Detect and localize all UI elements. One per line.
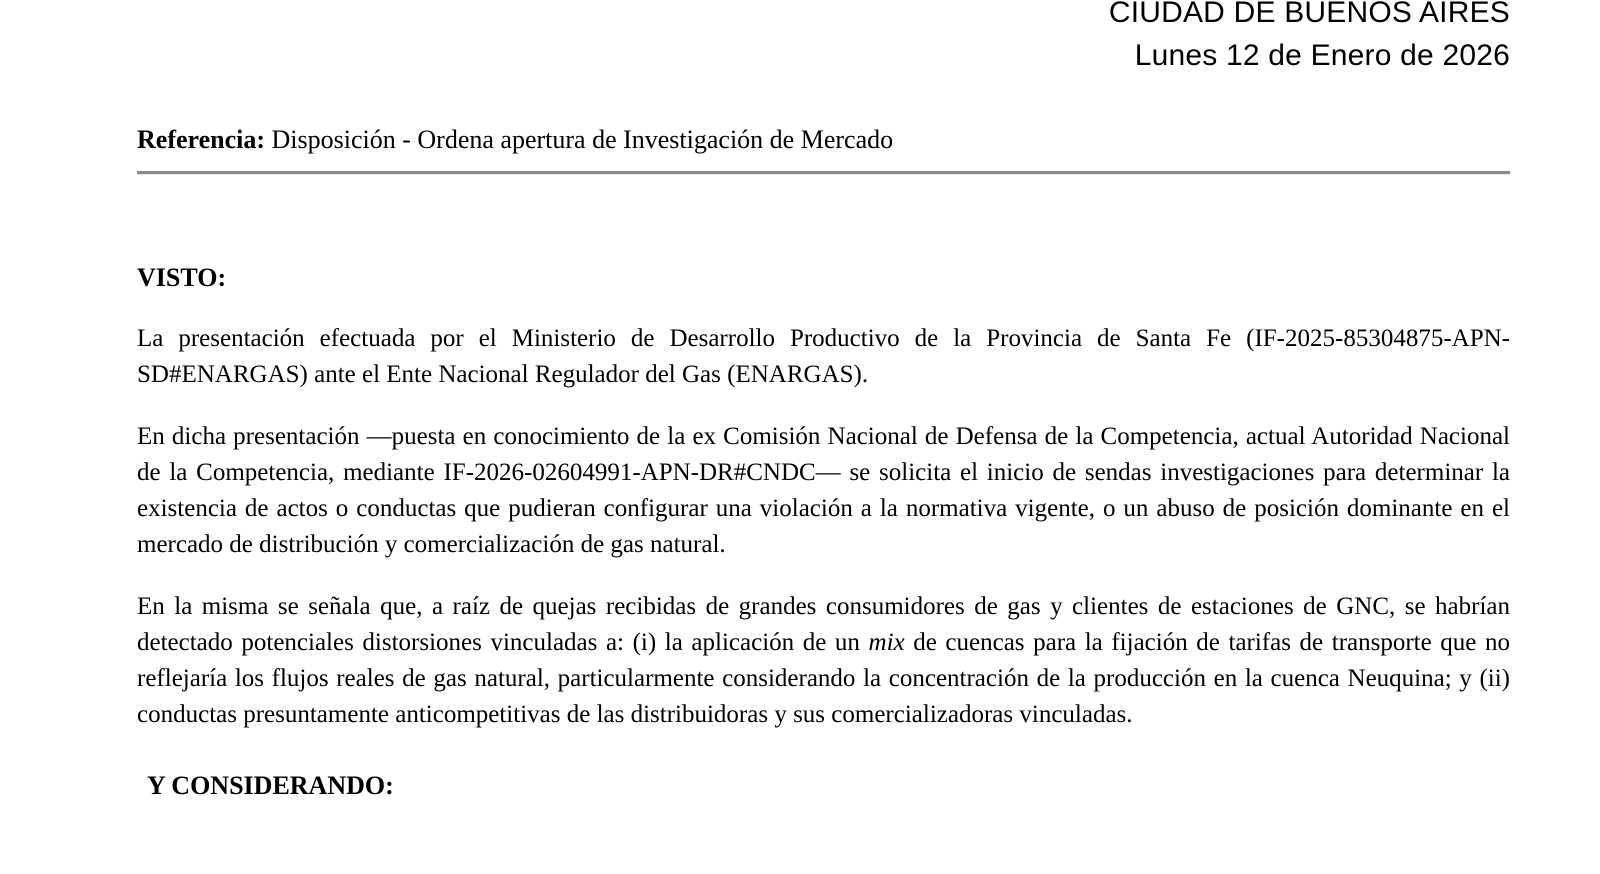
paragraph-distorsiones [137,589,1510,733]
header-date: Lunes 12 de Enero de 2026 [1134,39,1510,72]
section-heading-visto: VISTO: [137,263,227,292]
reference-line [137,123,1510,157]
document-header [137,0,1510,77]
section-heading-considerando: Y CONSIDERANDO: [147,771,394,800]
paragraph-distorsiones-text-end: de cuencas para la fijación de tarifas de transporte que no reflejaría los flujos reales de gas natural, particularmente considerando la concentración de la producción en la cuenca Neuquina; y (ii) conductas presuntamente anticompetitivas de las distribuidoras y sus comercializadoras vinculadas. [137,629,1510,728]
reference-text: Disposición - Ordena apertura de Investigación de Mercado [271,125,894,154]
reference-label: Referencia: [137,125,266,154]
header-city: CIUDAD DE BUENOS AIRES [1108,0,1510,29]
paragraph-investigaciones: En dicha presentación —puesta en conocimiento de la ex Comisión Nacional de Defensa de la Competencia, actual Autoridad Nacional de la Competencia, mediante IF-2026-02604991-APN-DR#CNDC— se solicita el inicio de sendas investigaciones para determinar la existencia de actos o conductas que pudieran configurar una violación a la normativa vigente, o un abuso de posición dominante en el mercado de distribución y comercialización de gas natural. [137,423,1510,558]
paragraph-presentacion: La presentación efectuada por el Ministerio de Desarrollo Productivo de la Provincia de Santa Fe (IF-2025-85304875-APN-SD#ENARGAS) ante el Ente Nacional Regulador del Gas (ENARGAS). [137,325,1510,388]
paragraph-distorsiones-mix-italic: mix [868,629,905,656]
paragraph-distorsiones-text-start: En la misma se señala que, a raíz de quejas recibidas de grandes consumidores de gas y clientes de estaciones de GNC, se habrían detectado potenciales distorsiones vinculadas a: (i) la aplicación de un [137,593,1510,656]
divider-rule [137,171,1510,175]
